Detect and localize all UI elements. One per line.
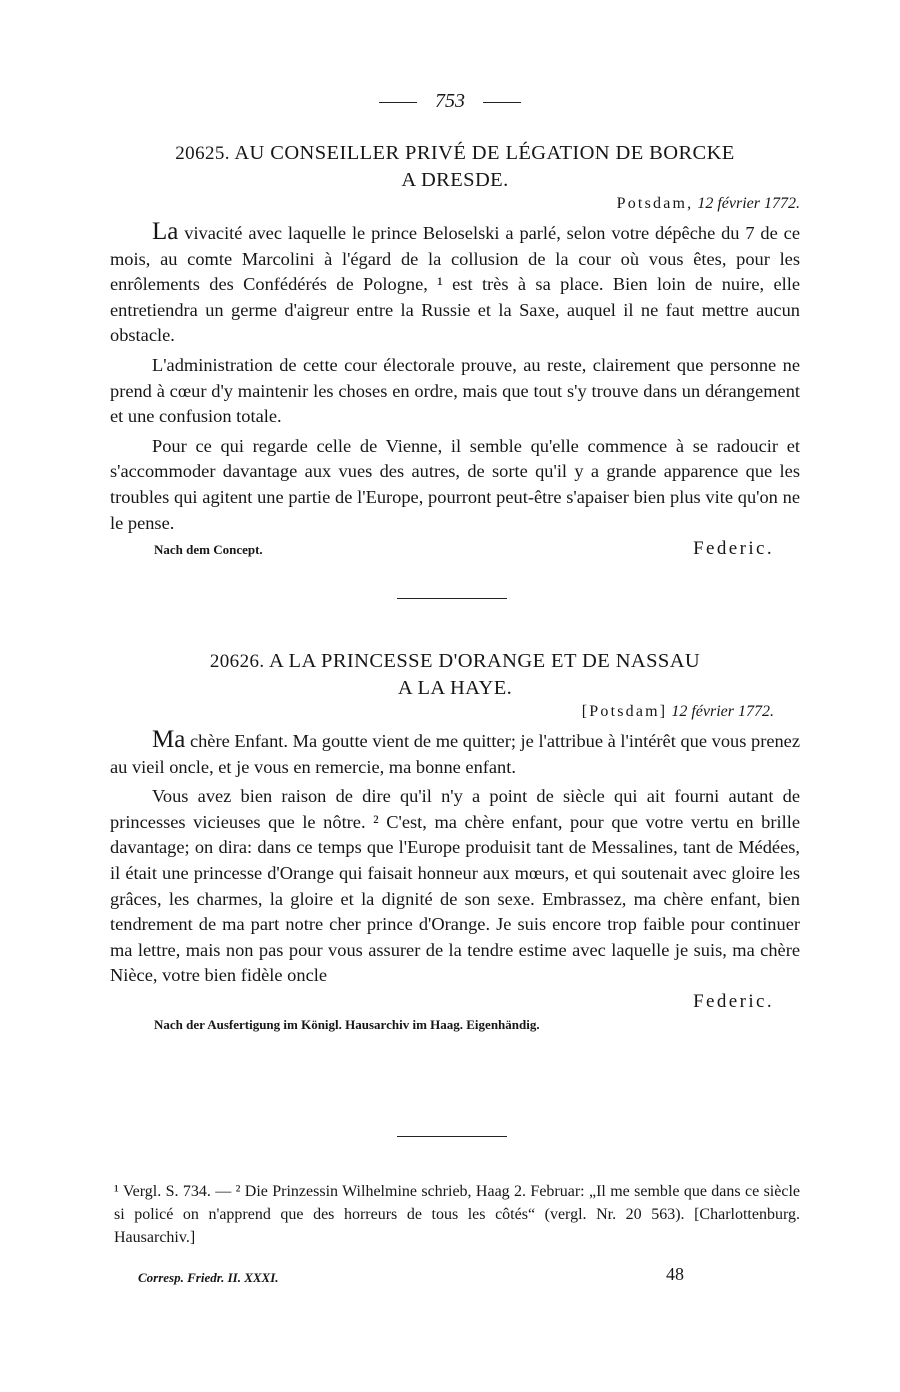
- paragraph: [110, 727, 800, 780]
- letter-date: 12 février 1772.: [671, 703, 774, 720]
- signature: Federic.: [693, 990, 774, 1012]
- footnotes: ¹ Vergl. S. 734. — ² Die Prinzessin Wilhelmine schrieb, Haag 2. Februar: „Il me semble que dans ce siècle si policé on n'apprend que des horreurs de tous les côtés“ (vergl. Nr. 20 563). [Charlottenburg. Hausarchiv.]: [114, 1183, 800, 1246]
- paragraph: [110, 219, 800, 349]
- signature-row: [110, 538, 800, 564]
- paragraph: [110, 434, 800, 536]
- letter-heading: [110, 648, 800, 675]
- paragraph-text: L'administration de cette cour électorale prouve, au reste, clairement que personne ne prend à cœur d'y maintenir les choses en ordre, mais que tout s'y trouve dans un dérangement et une confusion totale.: [110, 354, 800, 427]
- page-number-text: 753: [435, 90, 465, 112]
- signature-row: [110, 991, 800, 1017]
- paragraph: [110, 784, 800, 989]
- paragraph: [110, 353, 800, 430]
- letter-destination: A DRESDE.: [401, 169, 509, 191]
- initial-word: Ma: [152, 726, 186, 753]
- letter-20626: [110, 648, 800, 1033]
- letter-dateline: [110, 701, 800, 723]
- footer-signature-number: 48: [666, 1264, 684, 1284]
- letter-destination: A LA HAYE.: [397, 677, 513, 699]
- letter-recipient: A LA PRINCESSE D'ORANGE ET DE NASSAU: [268, 650, 701, 672]
- source-note: Nach der Ausfertigung im Königl. Hausarchiv im Haag. Eigenhändig.: [154, 1016, 540, 1032]
- letter-body: [110, 219, 800, 536]
- letter-heading: [110, 140, 800, 167]
- paragraph-text: vivacité avec laquelle le prince Beloselski a parlé, selon votre dépêche du 7 de ce mois, au comte Marcolini à l'égard de la collusion de la cour où vous êtes, pour les enrôlements des Confédérés de Pologne, ¹ est très à sa place. Bien loin de nuire, elle entretiendra un germe d'aigreur entre la Russie et la Saxe, auquel il ne faut mettre aucun obstacle.: [110, 223, 800, 346]
- letter-place: [Potsdam]: [581, 703, 668, 720]
- footer-series-label: Corresp. Friedr. II. XXXI.: [138, 1270, 279, 1285]
- paragraph-text: Vous avez bien raison de dire qu'il n'y a point de siècle qui ait fourni autant de princesses vicieuses que le nôtre. ² C'est, ma chère enfant, pour que votre vertu en brille davantage; on dira: dans ce temps que l'Europe produisit tant de Messalines, tant de Médées, il était une princesse d'Orange qui faisait honneur aux mœurs, et qui soutenait avec gloire les grâces, les charmes, la gloire et la dignité de son sexe. Embrassez, ma chère enfant, bien tendrement de ma part notre cher prince d'Orange. Je suis encore trop faible pour continuer ma lettre, mais non pas pour vous assurer de la tendre estime avec laquelle je suis, ma chère Nièce, votre bien fidèle oncle: [110, 786, 800, 986]
- letter-number: 20625.: [175, 143, 230, 164]
- page-number-dash-right: [483, 102, 521, 103]
- page-number: [0, 90, 900, 113]
- letter-number: 20626.: [209, 651, 265, 672]
- letter-dateline: [110, 193, 800, 215]
- initial-word: La: [152, 218, 179, 245]
- source-note: Nach dem Concept.: [154, 542, 263, 558]
- separator-rule: [397, 1136, 507, 1137]
- letter-recipient: AU CONSEILLER PRIVÉ DE LÉGATION DE BORCKE: [234, 142, 735, 164]
- separator-rule: [397, 598, 507, 599]
- signature: Federic.: [693, 538, 774, 560]
- letter-date: 12 février 1772.: [697, 195, 800, 212]
- letter-20625: [110, 140, 800, 564]
- paragraph-text: chère Enfant. Ma goutte vient de me quitter; je l'attribue à l'intérêt que vous prenez au vieil oncle, et je vous en remercie, ma bonne enfant.: [110, 731, 800, 777]
- paragraph-text: Pour ce qui regarde celle de Vienne, il semble qu'elle commence à se radoucir et s'accommoder davantage aux vues des autres, de sorte qu'il y a grande apparence que les troubles qui agitent une partie de l'Europe, pourront peut-être s'apaiser bien plus vite qu'on ne le pense.: [110, 435, 800, 533]
- letter-body: [110, 727, 800, 989]
- page-number-dash-left: [379, 102, 417, 103]
- letter-place: Potsdam,: [616, 195, 694, 212]
